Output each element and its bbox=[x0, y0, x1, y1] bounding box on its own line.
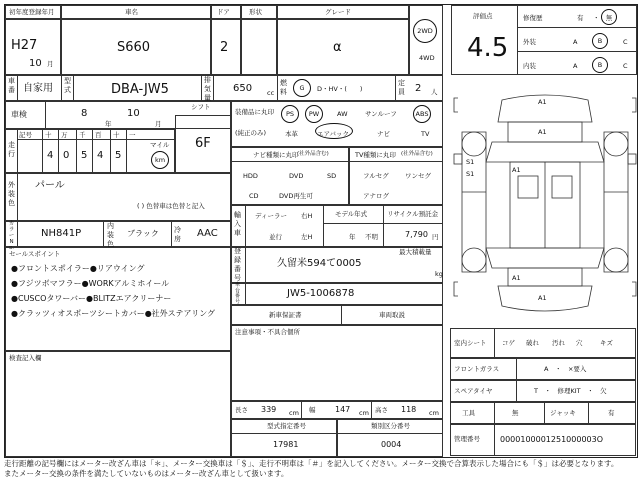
interior-grade: B bbox=[597, 61, 603, 69]
ac-label: 冷房 bbox=[174, 226, 181, 243]
divider bbox=[517, 5, 518, 75]
mileage-digit: 4 bbox=[47, 150, 54, 161]
width-value: 147 bbox=[335, 405, 351, 414]
exterior-note: ( ) 色替車は色替と記入 bbox=[137, 202, 205, 210]
interior-seat-item: 汚れ bbox=[552, 339, 565, 347]
shift-value: 6F bbox=[195, 136, 211, 151]
first-reg-year: H27 bbox=[11, 38, 38, 53]
width-unit: cm bbox=[359, 409, 369, 417]
divider bbox=[17, 75, 18, 101]
navi-item: DVD bbox=[289, 172, 304, 180]
airbag-circle bbox=[315, 123, 353, 139]
equipment-item: TV bbox=[421, 130, 430, 138]
tv-title: TV種類に丸印 bbox=[355, 151, 396, 159]
sales-point-line: ●クラッツィオスポーツシートカバー●社外ステアリング bbox=[11, 309, 216, 318]
fuel-options: D・HV・( ) bbox=[317, 85, 363, 93]
divider bbox=[126, 129, 127, 173]
navi-item: HDD bbox=[243, 172, 258, 180]
divider bbox=[201, 75, 202, 101]
equipment-subtitle: (純正のみ) bbox=[235, 129, 267, 137]
equipment-item: PS bbox=[285, 110, 295, 118]
mileage-digit-header: 十 bbox=[113, 131, 120, 139]
registration-label: 登録番号 bbox=[234, 247, 241, 282]
tv-item: ワンセグ bbox=[405, 172, 431, 180]
interior-seat-item: 破れ bbox=[526, 339, 539, 347]
first-reg-label: 初年度登録年月 bbox=[9, 8, 55, 16]
divider bbox=[341, 305, 342, 325]
divider bbox=[45, 101, 46, 129]
divider bbox=[17, 221, 18, 247]
length-value: 339 bbox=[261, 405, 277, 414]
chassis-value: JW5-1006878 bbox=[287, 288, 355, 299]
category-value: 0004 bbox=[381, 440, 402, 449]
doors-value: 2 bbox=[220, 40, 229, 55]
ac-value: AAC bbox=[197, 228, 218, 239]
inspector-label: 検査記入欄 bbox=[9, 354, 42, 362]
repair-sep: ・ bbox=[593, 14, 600, 22]
interior-seat-item: キズ bbox=[600, 339, 613, 347]
length-label: 長さ bbox=[235, 406, 248, 414]
plate-label: 車番 bbox=[8, 77, 15, 94]
type-designation-value: 17981 bbox=[273, 440, 299, 449]
exterior-grade-label: 外装 bbox=[523, 38, 536, 46]
spare-tire-label: スペアタイヤ bbox=[454, 387, 493, 395]
category-label: 類別区分番号 bbox=[371, 422, 410, 430]
equipment-item: PW bbox=[308, 110, 320, 118]
equipment-item-circle bbox=[413, 105, 431, 123]
height-unit: cm bbox=[429, 409, 439, 417]
history-box bbox=[231, 325, 443, 401]
divider bbox=[92, 129, 93, 173]
wheel-rear-right bbox=[604, 248, 628, 272]
first-reg-month: 10 bbox=[29, 58, 42, 69]
jack-value: 有 bbox=[608, 409, 615, 417]
mark-front-left: A1 bbox=[512, 166, 521, 174]
grade-label: グレード bbox=[325, 8, 351, 16]
mileage-digit: 5 bbox=[81, 150, 88, 161]
navi-title: ナビ種類に丸印 bbox=[253, 151, 299, 159]
mileage-digit-header: 一 bbox=[129, 131, 136, 139]
interior-color-value: ブラック bbox=[127, 229, 159, 238]
model-year-value: 不明 bbox=[365, 233, 378, 241]
manual-label: 車両取説 bbox=[379, 311, 405, 319]
chassis-label: 車台番号 bbox=[234, 282, 240, 305]
divider bbox=[301, 401, 302, 419]
mileage-digit-header: 記号 bbox=[19, 131, 32, 139]
mileage-digit-header: 万 bbox=[61, 131, 68, 139]
model-year-label: モデル年式 bbox=[335, 210, 368, 218]
import-dealer: ディーラー bbox=[255, 212, 287, 220]
left-front-bracket bbox=[454, 98, 458, 112]
navi-title-note: (社外品含む) bbox=[297, 151, 329, 157]
mark-rear-left: A1 bbox=[512, 274, 521, 282]
divider bbox=[42, 129, 43, 173]
displacement-unit: cc bbox=[267, 89, 275, 97]
divider bbox=[17, 139, 175, 140]
score-value: 4.5 bbox=[467, 33, 509, 63]
tv-title-note: (社外品含む) bbox=[401, 151, 433, 157]
divider bbox=[76, 129, 77, 173]
interior-color-label: 内装色 bbox=[107, 222, 114, 248]
divider bbox=[73, 75, 74, 101]
height-label: 高さ bbox=[375, 406, 388, 414]
warranty-box bbox=[231, 305, 443, 325]
seat-left bbox=[518, 176, 538, 198]
repair-label: 修復歴 bbox=[523, 14, 543, 22]
mark-rear-bumper: A1 bbox=[538, 294, 547, 302]
history-label: 注意事項・不具合個所 bbox=[235, 328, 300, 336]
divider bbox=[110, 129, 111, 173]
mileage-label: 走行 bbox=[8, 141, 15, 158]
exterior-value: パール bbox=[35, 180, 65, 191]
tools-value: 無 bbox=[512, 409, 519, 417]
navi-item: CD bbox=[249, 192, 259, 200]
interior-grade-label: 内装 bbox=[523, 62, 536, 70]
length-unit: cm bbox=[289, 409, 299, 417]
mark-hood: A1 bbox=[538, 128, 547, 136]
windshield bbox=[486, 142, 604, 162]
equipment-item: 本革 bbox=[285, 130, 298, 138]
max-load-unit: kg bbox=[435, 270, 443, 278]
sales-point-line: ●フジツボマフラー●WORKアルミホイール bbox=[11, 279, 170, 288]
mileage-digit-header: 千 bbox=[79, 131, 86, 139]
tv-item: フルセグ bbox=[363, 172, 389, 180]
usage-value: 自家用 bbox=[23, 83, 53, 94]
first-reg-month-unit: 月 bbox=[47, 60, 54, 68]
mark-left-sill: S1 bbox=[466, 170, 475, 178]
equipment-item-circle bbox=[305, 105, 323, 123]
interior-grade-circle bbox=[592, 57, 608, 73]
width-label: 幅 bbox=[309, 406, 316, 414]
rear-glass bbox=[486, 248, 604, 268]
spare-tire-options: T ・ 修理KIT ・ 欠 bbox=[534, 387, 607, 395]
divider bbox=[213, 75, 214, 101]
sales-point-line: ●フロントスポイラー●リアウイング bbox=[11, 264, 145, 273]
mileage-digit-header: 百 bbox=[95, 131, 102, 139]
sales-point-line: ●CUSCOタワーバー●BLITZエアクリーナー bbox=[11, 294, 172, 303]
model-year-year: 年 bbox=[349, 233, 356, 241]
equipment-item: ナビ bbox=[377, 130, 390, 138]
exterior-grade: A bbox=[573, 38, 578, 46]
type-label: 型式 bbox=[64, 77, 71, 94]
interior-seat-item: 穴 bbox=[576, 339, 583, 347]
registration-value: 久留米594て0005 bbox=[277, 258, 362, 269]
capacity-unit: 人 bbox=[431, 88, 438, 96]
wheel-front-left bbox=[462, 132, 486, 156]
color-code-value: NH841P bbox=[41, 228, 82, 239]
mirror-right bbox=[628, 154, 636, 164]
inspection-year: 8 bbox=[81, 108, 88, 119]
exterior-label: 外装色 bbox=[8, 181, 15, 207]
warranty-label: 新車保証書 bbox=[269, 311, 302, 319]
grade-value: α bbox=[333, 40, 342, 55]
divider bbox=[103, 221, 104, 247]
repair-yes: 有 bbox=[577, 14, 584, 22]
import-parallel: 並行 bbox=[269, 233, 282, 241]
type-designation-label: 型式指定番号 bbox=[267, 422, 306, 430]
right-front-bracket bbox=[632, 98, 636, 112]
divider bbox=[383, 205, 384, 247]
jack-label: ジャッキ bbox=[550, 409, 576, 417]
equipment-item: AW bbox=[337, 110, 348, 118]
interior-seats-label: 室内シート bbox=[454, 339, 487, 347]
divider bbox=[323, 205, 324, 247]
capacity-label: 定員 bbox=[398, 79, 405, 96]
repair-no: 無 bbox=[605, 13, 613, 22]
divider bbox=[231, 161, 349, 162]
seat-right bbox=[552, 176, 572, 198]
equipment-title: 装備品に丸印 bbox=[235, 108, 274, 116]
inspection-label: 車検 bbox=[11, 110, 27, 119]
type-value: DBA-JW5 bbox=[111, 82, 169, 97]
displacement-label: 排気量 bbox=[204, 76, 211, 102]
score-label: 評価点 bbox=[473, 12, 493, 20]
car-name-label: 車名 bbox=[125, 8, 138, 16]
right-rear-bracket bbox=[632, 282, 636, 296]
mark-front-bumper: A1 bbox=[538, 98, 547, 106]
navi-item: DVD再生可 bbox=[279, 192, 313, 200]
km-unit: km bbox=[154, 156, 166, 164]
drive-4wd: 4WD bbox=[419, 54, 435, 62]
tools-label: 工具 bbox=[462, 409, 475, 417]
divider bbox=[517, 51, 637, 52]
inspection-month-unit: 月 bbox=[155, 120, 162, 128]
divider bbox=[17, 129, 18, 173]
mileage-digit-header: 十 bbox=[45, 131, 52, 139]
doors-label: ドア bbox=[217, 8, 230, 16]
capacity-value: 2 bbox=[415, 83, 422, 94]
recycle-value: 7,790 bbox=[405, 230, 428, 239]
management-label: 管理番号 bbox=[454, 435, 480, 443]
max-load-label: 最大積載量 bbox=[399, 248, 432, 256]
divider bbox=[349, 161, 443, 162]
exterior-grade: C bbox=[623, 38, 628, 46]
drive-2wd-circle bbox=[413, 19, 437, 43]
divider bbox=[277, 75, 278, 101]
grade-cell bbox=[277, 19, 409, 75]
drive-2wd: 2WD bbox=[417, 27, 433, 35]
divider bbox=[371, 401, 372, 419]
divider bbox=[231, 433, 337, 434]
divider bbox=[245, 205, 246, 247]
equipment-item: ABS bbox=[415, 110, 429, 118]
divider bbox=[17, 173, 18, 221]
shape-cell bbox=[241, 19, 277, 75]
inspector-box bbox=[5, 351, 231, 457]
mileage-digit: 5 bbox=[115, 150, 122, 161]
recycle-unit: 円 bbox=[432, 233, 439, 241]
shape-label: 形状 bbox=[249, 8, 262, 16]
divider bbox=[245, 283, 246, 305]
divider bbox=[171, 221, 172, 247]
divider bbox=[337, 433, 443, 434]
height-value: 118 bbox=[401, 405, 417, 414]
mileage-digit: 4 bbox=[97, 150, 104, 161]
displacement-value: 650 bbox=[233, 83, 253, 94]
equipment-item: エアバック bbox=[317, 130, 349, 138]
tv-item: アナログ bbox=[363, 192, 389, 200]
front-glass-options: A ・ ×要入 bbox=[544, 365, 587, 373]
equipment-item: サンルーフ bbox=[365, 110, 397, 118]
km-circle bbox=[151, 151, 169, 169]
interior-grade: C bbox=[623, 62, 628, 70]
management-value: 0000100001251000003O bbox=[500, 435, 604, 444]
car-name: S660 bbox=[117, 40, 151, 55]
exterior-grade: B bbox=[597, 37, 603, 45]
mileage-digit: 0 bbox=[63, 150, 70, 161]
inspection-month: 10 bbox=[127, 108, 140, 119]
divider bbox=[517, 27, 637, 28]
interior-grade: A bbox=[573, 62, 578, 70]
import-label: 輸入車 bbox=[234, 211, 241, 237]
inspection-year-unit: 年 bbox=[105, 120, 112, 128]
wheel-front-right bbox=[604, 132, 628, 156]
divider bbox=[58, 129, 59, 173]
car-diagram bbox=[452, 92, 638, 324]
divider bbox=[61, 75, 62, 101]
mile-label: マイル bbox=[150, 141, 170, 149]
color-code-label: カラー No. bbox=[8, 221, 15, 251]
divider bbox=[245, 247, 246, 283]
front-glass-label: フロントガラス bbox=[454, 365, 500, 373]
footer-line-2: またメーター交換の条件を満たしていないものはメーター改ざん車として扱います。 bbox=[4, 469, 289, 478]
sales-points-label: セールスポイント bbox=[9, 250, 61, 258]
wheel-rear-left bbox=[462, 248, 486, 272]
mirror-left bbox=[454, 154, 462, 164]
shift-label: シフト bbox=[191, 103, 211, 111]
repair-no-circle bbox=[601, 9, 617, 25]
left-rear-bracket bbox=[454, 282, 458, 296]
navi-item: SD bbox=[327, 172, 337, 180]
exterior-grade-circle bbox=[592, 33, 608, 49]
import-handle-right: 右H bbox=[301, 212, 313, 220]
fuel-g-circle bbox=[293, 79, 311, 97]
equipment-item-circle bbox=[281, 105, 299, 123]
divider bbox=[395, 75, 396, 101]
mark-left-door: S1 bbox=[466, 158, 475, 166]
interior-seat-item: コゲ bbox=[502, 339, 515, 347]
import-handle-left: 左H bbox=[301, 233, 313, 241]
recycle-label: リサイクル預託金 bbox=[387, 210, 439, 218]
fuel-label: 燃料 bbox=[280, 79, 287, 96]
footer-line-1: 走行距離の記号欄にはメーター改ざん車は「＊」、メーター交換車は「＄」、走行不明車は「＃」を記入してください。メーター交換で合算表示した場合にも「＄」は必要となります。 bbox=[4, 459, 619, 468]
fuel-g: G bbox=[299, 84, 305, 92]
